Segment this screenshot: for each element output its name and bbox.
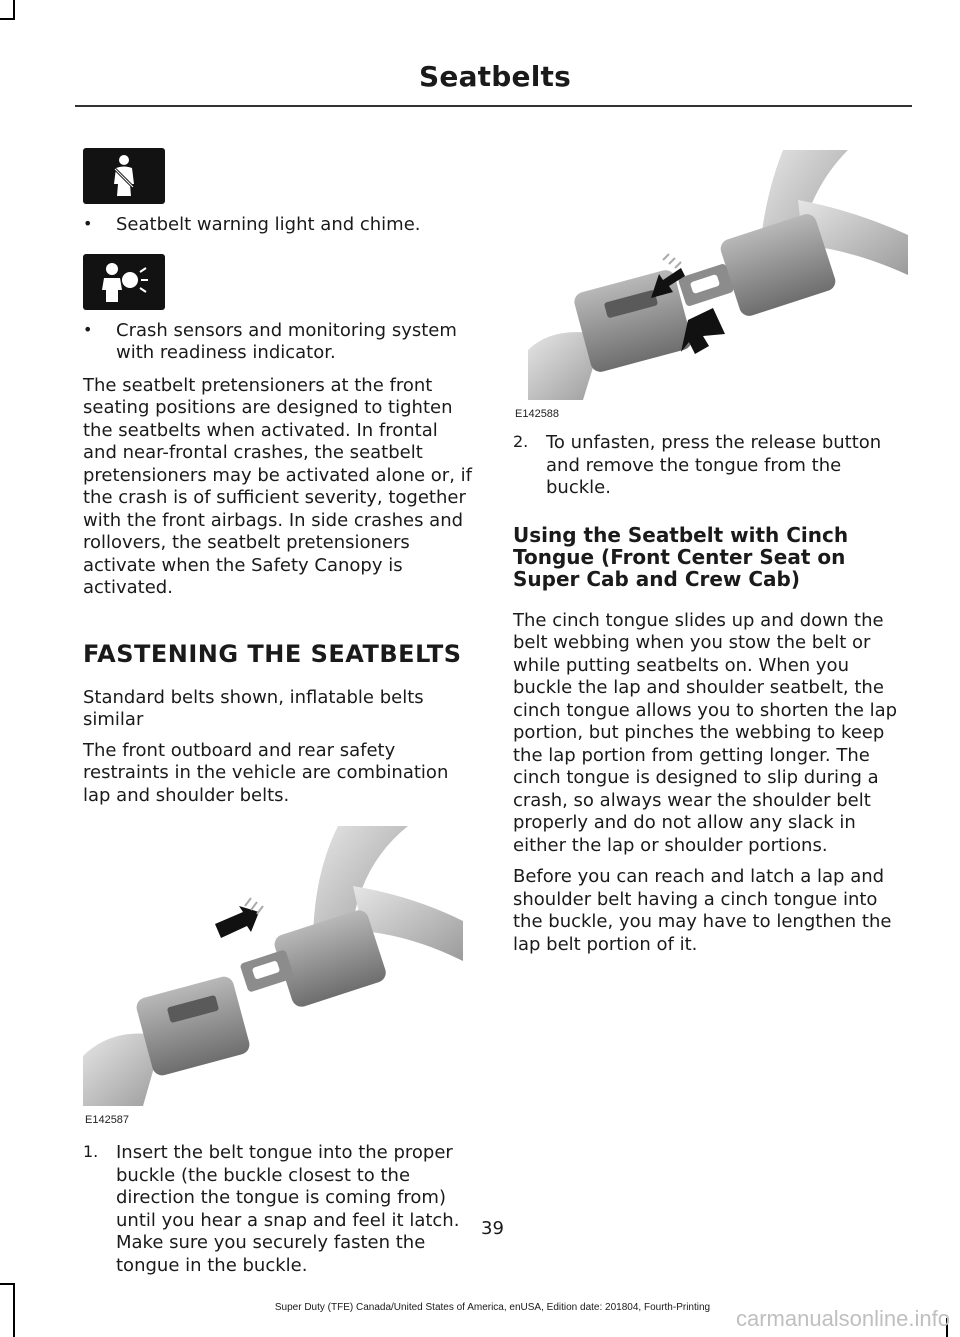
figure-unfasten-belt: [513, 150, 908, 420]
crop-mark-bottom-left-h: [0, 1283, 15, 1285]
header-rule: [75, 105, 912, 107]
figure-label: E142587: [85, 1114, 130, 1126]
step-item: [83, 1142, 475, 1277]
figure-label: E142588: [515, 408, 560, 420]
bullet-text: Crash sensors and monitoring system with readiness indicator.: [116, 319, 457, 363]
left-column: [83, 148, 475, 1277]
step-item: [513, 432, 908, 500]
belt-illustration: [513, 150, 908, 404]
paragraph: Standard belts shown, inflatable belts similar: [83, 686, 424, 730]
belt-illustration: [83, 826, 463, 1112]
page-number: 39: [481, 1218, 504, 1239]
bullet-mark: •: [83, 214, 93, 233]
bullet-text: Seatbelt warning light and chime.: [116, 214, 421, 235]
paragraph: The front outboard and rear safety restraints in the vehicle are combination lap and shoulder belts.: [83, 739, 449, 806]
crop-mark-top-left-v: [13, 0, 15, 20]
paragraph: The cinch tongue slides up and down the belt webbing when you stow the belt or while putting seatbelts on. When you buckle the lap and shoulder seatbelt, the cinch tongue allows you to shorten the lap portion, but pinches the webbing to keep the lap portion from getting longer. The cinch tongue is designed to slip during a crash, so always wear the shoulder belt properly and do not allow any slack in either the lap or shoulder portions.: [513, 609, 898, 856]
seatbelt-warning-icon: [83, 148, 165, 204]
footer-edition: Super Duty (TFE) Canada/United States of America, enUSA, Edition date: 201804, Fourth-Printing: [274, 1302, 711, 1313]
paragraph: The seatbelt pretensioners at the front seating positions are designed to tighten the seatbelts when activated. In frontal and near-frontal crashes, the seatbelt pretensioners may be activated alone or, if the crash is of sufficient severity, together with the front airbags. In side crashes and rollovers, the seatbelt pretensioners activate when the Safety Canopy is activated.: [83, 374, 472, 598]
page-title: Seatbelts: [419, 60, 571, 93]
bullet-mark: •: [83, 319, 93, 339]
watermark: carmanualsonline.info: [735, 1306, 950, 1331]
subsection-heading: Using the Seatbelt with Cinch Tongue (Front Center Seat on Super Cab and Crew Cab): [513, 522, 849, 591]
figure-fasten-belt: [83, 826, 463, 1126]
step-text: Insert the belt tongue into the proper buckle (the buckle closest to the direction the tongue is coming from) until you hear a snap and feel it latch. Make sure you securely fasten the tongue in the buckle.: [116, 1142, 460, 1276]
step-number: 1.: [83, 1142, 99, 1161]
step-text: To unfasten, press the release button and remove the tongue from the buckle.: [546, 432, 882, 498]
bullet-item: [83, 320, 475, 365]
bullet-item: [83, 214, 475, 237]
left-arrow-icon: [215, 898, 263, 938]
right-column: [513, 150, 908, 956]
airbag-icon: [83, 254, 165, 310]
step-number: 2.: [513, 432, 529, 451]
paragraph: Before you can reach and latch a lap and shoulder belt having a cinch tongue into the buckle, you may have to lengthen the lap belt portion of it.: [513, 866, 892, 955]
crop-mark-top-left-h: [0, 18, 15, 20]
section-heading: FASTENING THE SEATBELTS: [83, 639, 462, 668]
